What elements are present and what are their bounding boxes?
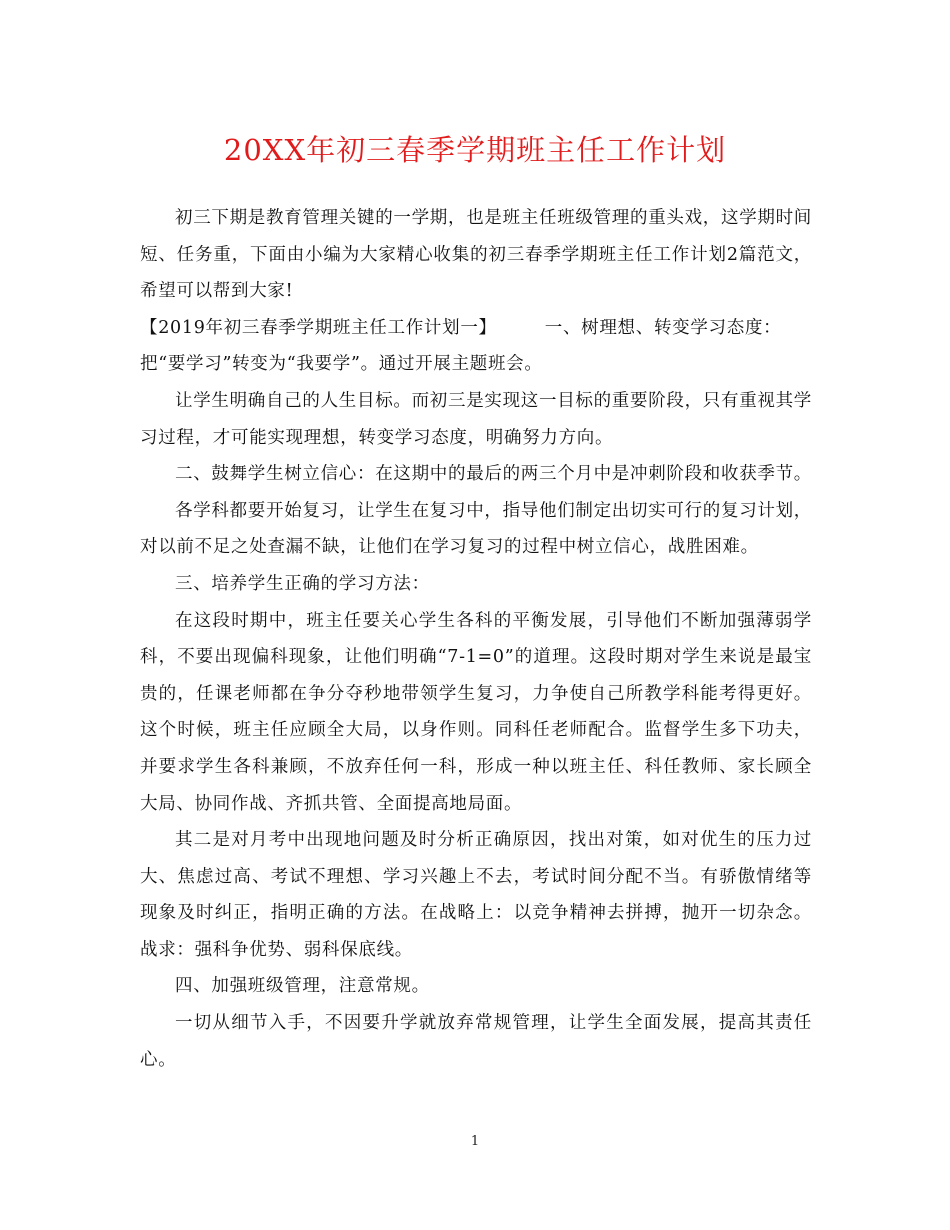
section3-paragraph-1: 在这段时期中，班主任要关心学生各科的平衡发展，引导他们不断加强薄弱学科，不要出现偏科现象，让他们明确“7-1=0”的道理。这段时期对学生来说是最宝贵的，任课老师都在争分夺秒地带领学生复习，力争使自己所教学科能考得更好。这个时候，班主任应顾全大局，以身作则。同科任老师配合。监督学生多下功夫，并要求学生各科兼顾，不放弃任何一科，形成一种以班主任、科任教师、家长顾全大局、协同作战、齐抓共管、全面提高地局面。: [140, 610, 812, 814]
section3-paragraph-2: 其二是对月考中出现地问题及时分析正确原因，找出对策，如对优生的压力过大、焦虑过高、考试不理想、学习兴趣上不去，考试时间分配不当。有骄傲情绪等现象及时纠正，指明正确的方法。在战略上：以竞争精神去拼搏，抛开一切杂念。战求：强科争优势、弱科保底线。: [140, 830, 812, 960]
document-title: 20XX年初三春季学期班主任工作计划: [223, 133, 727, 167]
document-body: [140, 200, 812, 1078]
section4-paragraph: 一切从细节入手，不因要升学就放弃常规管理，让学生全面发展，提高其责任心。: [140, 1013, 812, 1070]
section1-paragraph: 让学生明确自己的人生目标。而初三是实现这一目标的重要阶段，只有重视其学习过程，才可能实现理想，转变学习态度，明确努力方向。: [140, 390, 812, 448]
section4-title: 四、加强班级管理，注意常规。: [175, 976, 430, 997]
section2-title: 二、鼓舞学生树立信心：在这期中的最后的两三个月中是冲刺阶段和收获季节。: [175, 464, 812, 485]
intro-paragraph: 初三下期是教育管理关键的一学期，也是班主任班级管理的重头戏，这学期时间短、任务重，下面由小编为大家精心收集的初三春季学期班主任工作计划2篇范文，希望可以帮到大家!: [140, 208, 812, 302]
section2-paragraph: 各学科都要开始复习，让学生在复习中，指导他们制定出切实可行的复习计划，对以前不足之处查漏不缺，让他们在学习复习的过程中树立信心，战胜困难。: [140, 500, 812, 558]
page-number: 1: [470, 1134, 480, 1149]
section1-title: 一、树理想、转变学习态度：: [544, 317, 782, 338]
section3-title: 三、培养学生正确的学习方法：: [175, 573, 430, 594]
plan-heading-line: [140, 310, 812, 347]
section1-line: 把“要学习”转变为“我要学”。通过开展主题班会。: [140, 354, 543, 375]
plan-heading: 【2019年初三春季学期班主任工作计划一】: [140, 317, 497, 338]
